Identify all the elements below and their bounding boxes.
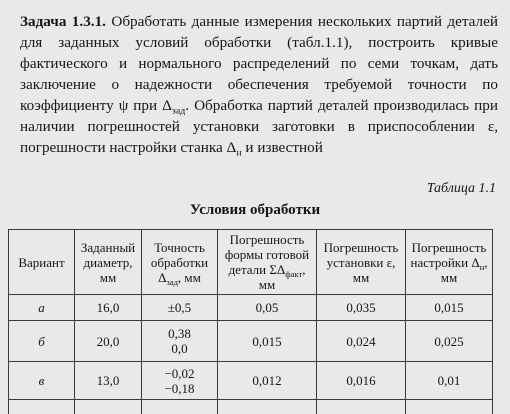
- cell-variant: а: [9, 295, 75, 321]
- tolerance-lower: 0,0: [144, 341, 215, 356]
- table-caption: Таблица 1.1: [427, 181, 496, 197]
- cell-tolerance: [142, 362, 218, 400]
- header-install-error: Погрешность установки ε, мм: [317, 230, 406, 295]
- header-tolerance: Точность обработки $\Delta_{зад}$, мм: [142, 230, 218, 295]
- cell-form-error: 0,015: [218, 321, 317, 362]
- subscript-n: н: [236, 147, 241, 158]
- conditions-table: [8, 229, 493, 414]
- task-text-part3: и известной: [242, 139, 323, 156]
- cell-setup-error: 0,025: [406, 321, 493, 362]
- cell-variant: в: [9, 362, 75, 400]
- tolerance-upper: 0,38: [144, 326, 215, 341]
- table-row: [9, 295, 493, 321]
- cell-diameter: 20,0: [75, 321, 142, 362]
- cell-install-error: 0,035: [317, 295, 406, 321]
- cell-tolerance: ±0,5: [142, 295, 218, 321]
- header-form-error: Погрешность формы готовой детали $\Sigma\Delta_{факт}$, мм: [218, 230, 317, 295]
- task-paragraph: [20, 11, 498, 158]
- table-header-row: [9, 230, 493, 295]
- header-diameter: Заданный диаметр, мм: [75, 230, 142, 295]
- table-row: [9, 362, 493, 400]
- cell-setup-error: 0,01: [406, 362, 493, 400]
- cell-tolerance: [142, 321, 218, 362]
- task-label: Задача 1.3.1.: [20, 13, 106, 30]
- cell-diameter: 13,0: [75, 362, 142, 400]
- task-text-part2: . Обработка партий деталей производилась при наличии погрешностей установки заготовки в приспособлении ε, погрешности настройки станка Δ: [20, 97, 498, 156]
- cell-install-error: 0,016: [317, 362, 406, 400]
- tolerance-upper: −0,02: [144, 366, 215, 381]
- table-title: Условия обработки: [0, 202, 510, 219]
- cell-setup-error: 0,015: [406, 295, 493, 321]
- header-setup-error: Погрешность настройки $\Delta_н$, мм: [406, 230, 493, 295]
- tolerance-lower: −0,18: [144, 381, 215, 396]
- cell-form-error: 0,012: [218, 362, 317, 400]
- cell-diameter: 16,0: [75, 295, 142, 321]
- cell-install-error: 0,024: [317, 321, 406, 362]
- subscript-zad: зад: [172, 105, 185, 116]
- cell-form-error: 0,05: [218, 295, 317, 321]
- header-variant: Вариант: [9, 230, 75, 295]
- table-row: [9, 321, 493, 362]
- cell-variant: б: [9, 321, 75, 362]
- task-text-part1: Обработать данные измерения нескольких партий деталей для заданных условий обработки (табл.1.1), построить кривые фактического и нормального распределений по семи точкам, дать заключение о надежности обеспечения требуемой точности по коэффициенту ψ при Δ: [20, 13, 498, 114]
- table-row-cut-off: [9, 400, 493, 414]
